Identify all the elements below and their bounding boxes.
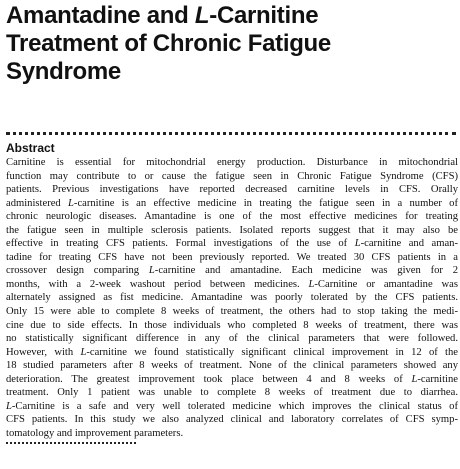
abstract-text: tomatology and improvement parameters. bbox=[6, 427, 184, 439]
abstract-text: crossover design comparing bbox=[6, 265, 149, 277]
abstract-line bbox=[6, 346, 458, 360]
abstract-text: -carnitine is an effective medicine in treating the fatigue seen in a number of bbox=[73, 197, 458, 209]
abstract-line bbox=[6, 319, 458, 333]
abstract-italic: L bbox=[308, 278, 315, 290]
title-text: Treatment of Chronic Fatigue bbox=[6, 30, 331, 57]
abstract-text: months, with a 2-week washout period between medicines. bbox=[6, 278, 309, 290]
abstract-line bbox=[6, 373, 458, 387]
abstract-text: -carnitine and amantadine. Each medicine was given for 2 bbox=[154, 265, 458, 277]
abstract-italic: L bbox=[148, 265, 155, 277]
abstract-text: treatment. Only 1 patient was unable to complete 8 weeks of treatment due to diarrhea. bbox=[6, 387, 458, 399]
abstract-text: no statistically significant difference in any of the clinical parameters that were followed. bbox=[6, 333, 458, 345]
abstract-text: deterioration. The greatest improvement took place between 4 and 8 weeks of bbox=[6, 373, 412, 385]
dotted-divider-bottom bbox=[6, 442, 136, 444]
abstract-line bbox=[6, 386, 458, 400]
title-line-1 bbox=[6, 2, 458, 30]
abstract-body bbox=[6, 156, 458, 440]
abstract-italic: L bbox=[80, 346, 87, 358]
abstract-line bbox=[6, 197, 458, 211]
abstract-line bbox=[6, 278, 458, 292]
abstract-line bbox=[6, 251, 458, 265]
abstract-line bbox=[6, 156, 458, 170]
abstract-text: Carnitine is essential for mitochondrial energy production. Disturbance in mitochondrial bbox=[6, 157, 458, 168]
title-line-3 bbox=[6, 58, 458, 86]
abstract-text: -carnitine we found statistically significant clinical improvement in 12 of the bbox=[86, 346, 458, 358]
abstract-text: CFS patients. In this study we also analyzed clinical and laboratory correlates of CFS symp- bbox=[6, 414, 458, 426]
abstract-text: administered bbox=[6, 197, 69, 209]
title-text: Amantadine and bbox=[6, 2, 195, 29]
abstract-line bbox=[6, 291, 458, 305]
title-text: Syndrome bbox=[6, 58, 121, 85]
abstract-line bbox=[6, 224, 458, 238]
abstract-heading: Abstract bbox=[6, 141, 55, 155]
abstract-text: cine due to side effects. In those individuals who completed 8 weeks of treatment, there was bbox=[6, 319, 458, 331]
abstract-line bbox=[6, 183, 458, 197]
abstract-text: function may contribute to or cause the fatigue seen in Chronic Fatigue Syndrome (CFS) bbox=[6, 170, 458, 182]
article-page bbox=[6, 0, 458, 444]
abstract-text: alternately assigned as fist medicine. Amantadine was poorly tolerated by the CFS patients. bbox=[6, 292, 458, 304]
abstract-line bbox=[6, 237, 458, 251]
dotted-divider bbox=[6, 132, 456, 135]
abstract-line bbox=[6, 264, 458, 278]
abstract-line bbox=[6, 400, 458, 414]
abstract-line bbox=[6, 210, 458, 224]
title-italic: L bbox=[194, 2, 210, 29]
abstract-line bbox=[6, 413, 458, 427]
abstract-text: -carnitine bbox=[417, 373, 458, 385]
abstract-text: However, with bbox=[6, 346, 81, 358]
abstract-text: -Carnitine or amantadine was bbox=[314, 278, 458, 290]
article-title bbox=[6, 2, 458, 86]
abstract-text: -carnitine and aman- bbox=[360, 238, 459, 250]
abstract-text: 18 studied parameters after 8 weeks of treatment. None of the clinical parameters showed any bbox=[6, 360, 458, 372]
abstract-text: effective in treating CFS patients. Formal investigations of the use of bbox=[6, 238, 355, 250]
abstract-line bbox=[6, 427, 458, 441]
abstract-italic: L bbox=[6, 400, 12, 412]
abstract-line bbox=[6, 305, 458, 319]
abstract-text: the fatigue seen in multiple sclerosis patients. Isolated reports suggest that it may also be bbox=[6, 224, 458, 236]
abstract-text: -Carnitine is a safe and very well tolerated medicine which improves the clinical status of bbox=[11, 400, 458, 412]
abstract-line bbox=[6, 359, 458, 373]
abstract-italic: L bbox=[68, 197, 74, 209]
title-text: -Carnitine bbox=[209, 2, 319, 29]
abstract-italic: L bbox=[354, 238, 361, 250]
abstract-text: Only 15 were able to complete 8 weeks of treatment, the others had to stop taking the medi- bbox=[6, 306, 458, 318]
abstract-line bbox=[6, 170, 458, 184]
abstract-text: patients. Previous investigations have reported decreased carnitine levels in CFS. Orally bbox=[6, 184, 458, 196]
abstract-text: chronic neurologic diseases. Amantadine is one of the most effective medicines for treating bbox=[6, 211, 458, 223]
abstract-line bbox=[6, 332, 458, 346]
abstract-text: tadine for treating CFS have not been previously reported. We treated 30 CFS patients in a bbox=[6, 251, 458, 263]
title-line-2 bbox=[6, 30, 458, 58]
abstract-italic: L bbox=[411, 373, 418, 385]
